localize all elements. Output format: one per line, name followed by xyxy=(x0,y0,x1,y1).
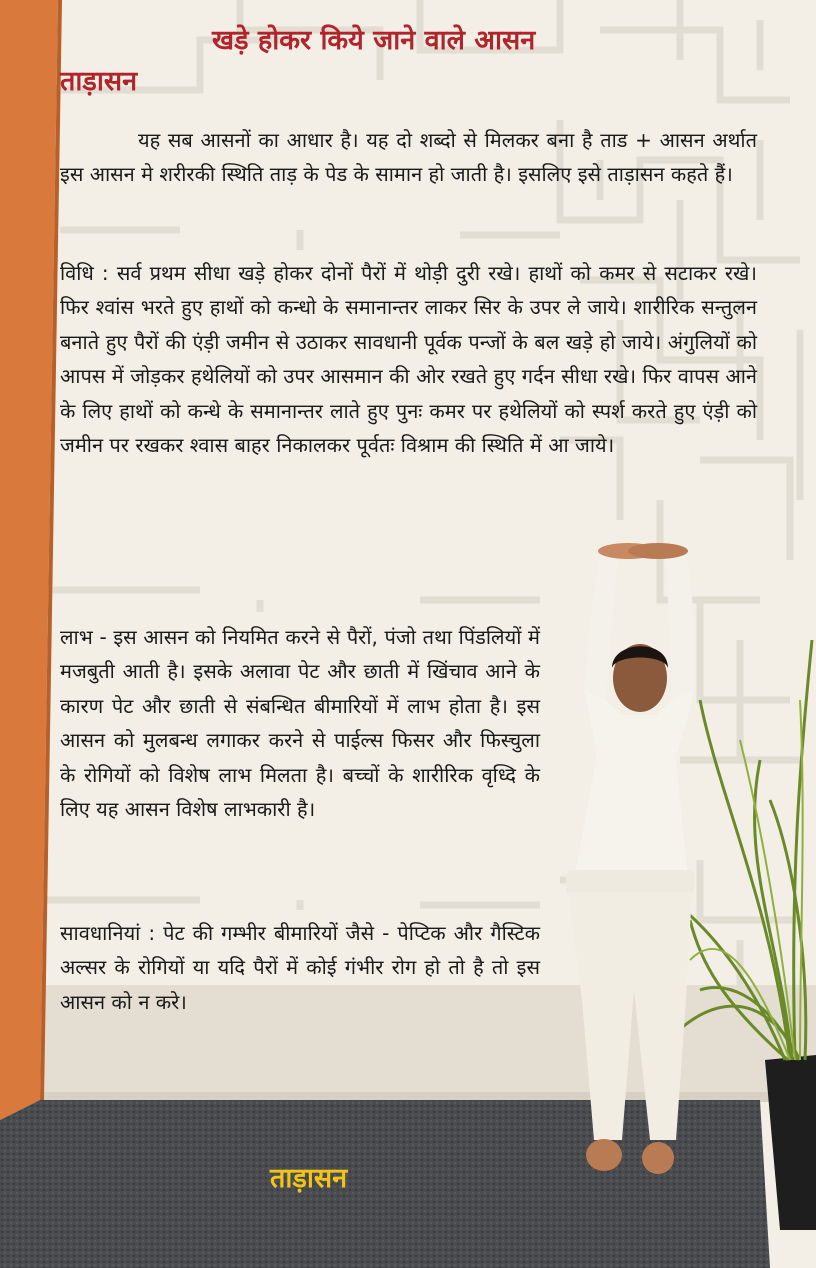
asana-heading: ताड़ासन xyxy=(60,66,138,97)
page-title: खड़े होकर किये जाने वाले आसन xyxy=(212,25,536,56)
benefits-paragraph: लाभ - इस आसन को नियमित करने से पैरों, पंजो तथा पिंडलियों में मजबुती आती है। इसके अलावा पेट और छाती में खिंचाव आने के कारण पेट और छाती से संबन्धित बीमारियों में लाभ होता है। इस आसन को मुलबन्ध लगाकर करने से पाईल्स फिसर और फिस्चुला के रोगियों को विशेष लाभ मिलता है। बच्चों के शारीरिक वृध्दि के लिए यह आसन विशेष लाभकारी है। xyxy=(60,625,540,822)
method-paragraph: विधि : सर्व प्रथम सीधा खड़े होकर दोनों पैरों में थोड़ी दुरी रखे। हाथों को कमर से सटाकर रखे। फिर श्वांस भरते हुए हाथों को कन्धो के समानान्तर लाकर सिर के उपर ले जाये। शारीरिक सन्तुलन बनाते हुए पैरों की एंड़ी जमीन से उठाकर सावधानी पूर्वक पन्जों के बल खड़े हो जाये। अंगुलियों को आपस में जोड़कर हथेलियों को उपर आसमान की ओर रखते हुए गर्दन सीधा रखे। फिर वापस आने के लिए हाथों को कन्धे के समानान्तर लाते हुए पुनः कमर पर हथेलियों को स्पर्श करते हुए एंड़ी को जमीन पर रखकर श्वास बाहर निकालकर पूर्वतः विश्राम की स्थिति में आ जाये। xyxy=(60,261,757,458)
intro-paragraph: यह सब आसनों का आधार है। यह दो शब्दो से मिलकर बना है ताड + आसन अर्थात इस आसन मे शरीरकी स्थिति ताड़ के पेड के सामान हो जाती है। इसलिए इसे ताड़ासन कहते हैं। xyxy=(60,128,757,187)
precautions-paragraph: सावधानियां : पेट की गम्भीर बीमारियों जैसे - पेप्टिक और गैस्टिक अल्सर के रोगियों या यदि पैरों में कोई गंभीर रोग हो तो है तो इस आसन को न करे। xyxy=(60,921,540,1014)
image-caption: ताड़ासन xyxy=(270,1163,348,1194)
